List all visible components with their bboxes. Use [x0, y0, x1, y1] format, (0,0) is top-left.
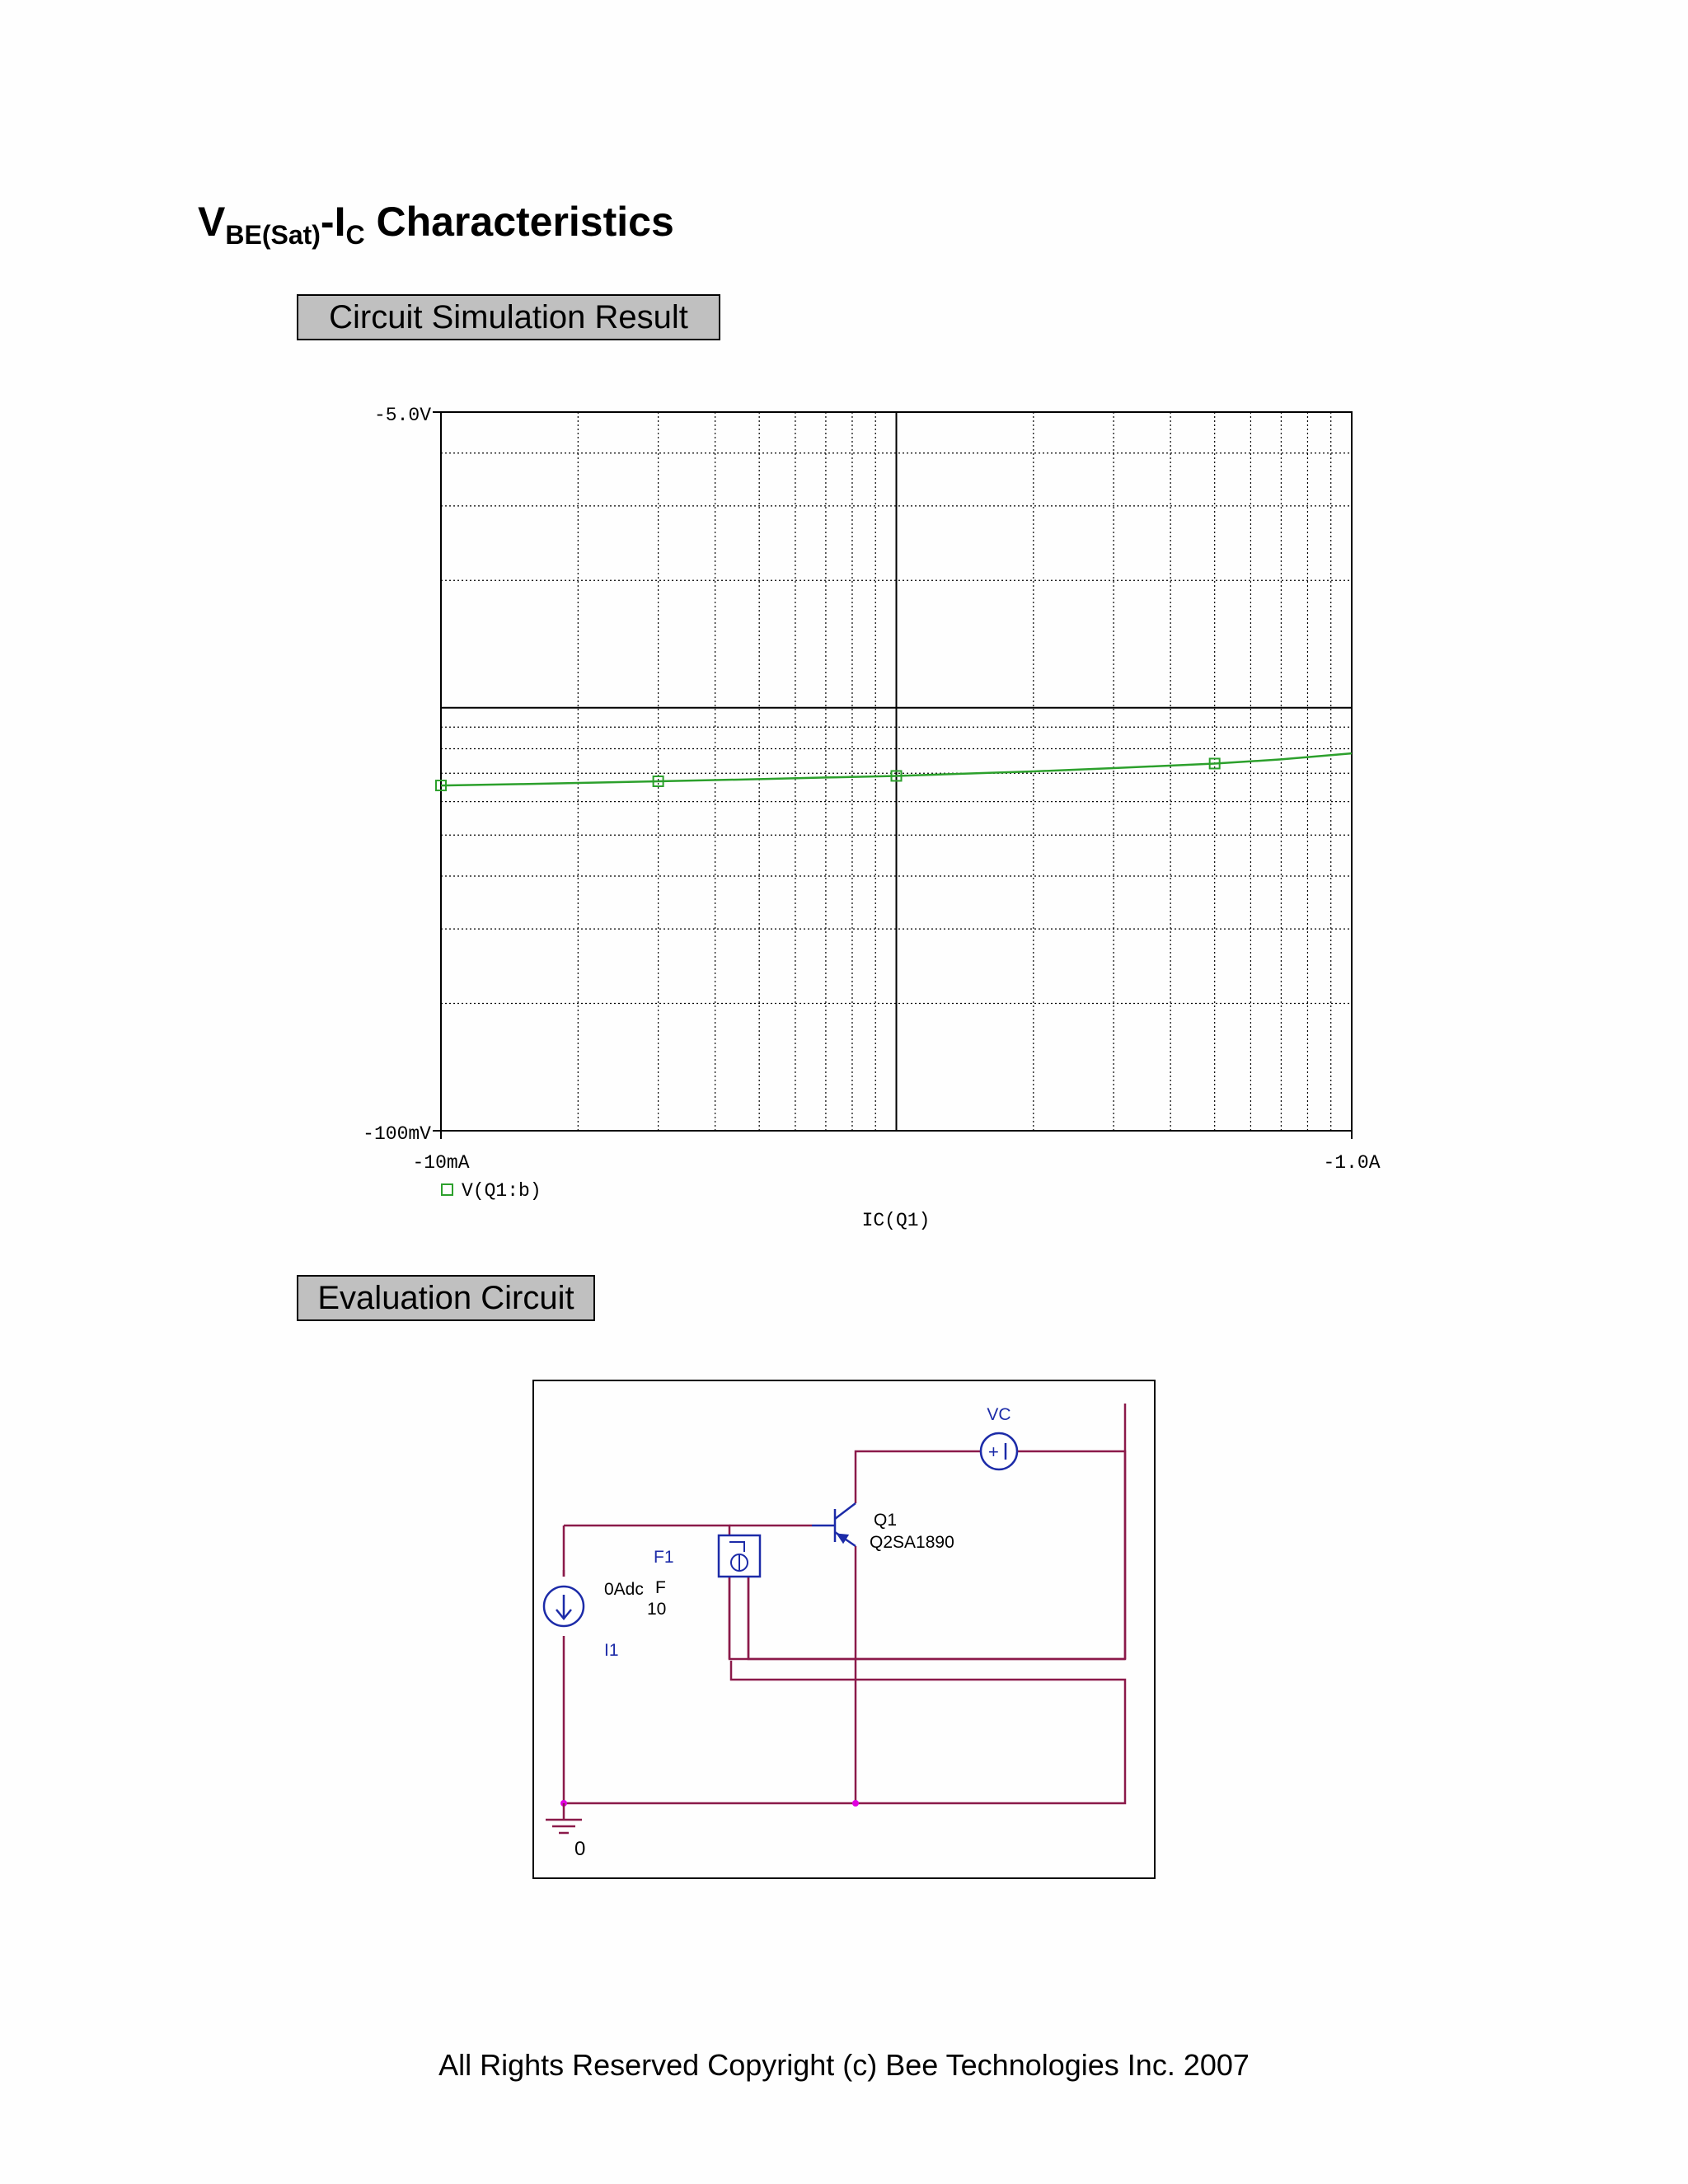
title-i: -I — [320, 199, 346, 245]
ground-icon — [546, 1803, 582, 1833]
i1-label: I1 — [604, 1641, 619, 1660]
vc-source-icon — [981, 1433, 1017, 1469]
wire-f1-to-right — [748, 1563, 1125, 1659]
f1-label: F1 — [654, 1548, 674, 1567]
wire-collector — [856, 1451, 981, 1503]
wire-sense-return — [729, 1404, 1125, 1659]
section-label-circuit: Evaluation Circuit — [297, 1275, 595, 1321]
copyright-footer: All Rights Reserved Copyright (c) Bee Technologies Inc. 2007 — [438, 2048, 1250, 2082]
section-label-simulation: Circuit Simulation Result — [297, 294, 720, 340]
vc-plus: + — [988, 1441, 999, 1462]
wire-fix — [748, 1563, 1125, 1659]
vc-source-circle — [981, 1433, 1017, 1469]
i1-value-label: 0Adc — [604, 1580, 644, 1599]
vc-label: VC — [987, 1405, 1011, 1424]
ground-label: 0 — [574, 1838, 586, 1860]
cccs-f1-icon — [719, 1535, 760, 1577]
q1-part-label: Q2SA1890 — [870, 1533, 954, 1552]
junction-dot-emitter — [852, 1800, 859, 1807]
page-title — [198, 198, 674, 250]
title-characteristics: Characteristics — [364, 199, 674, 245]
f1-gain-label: 10 — [647, 1600, 667, 1619]
x-axis-label: IC(Q1) — [861, 1210, 931, 1231]
title-subscript-be-sat: BE(Sat) — [225, 220, 321, 250]
pnp-transistor-icon — [812, 1503, 856, 1546]
evaluation-circuit — [532, 1379, 1158, 1882]
legend-marker — [442, 1184, 452, 1195]
x-tick-label-right: -1.0A — [1323, 1152, 1381, 1174]
title-v: V — [198, 199, 226, 245]
q1-label: Q1 — [874, 1511, 898, 1530]
legend-label: V(Q1:b) — [462, 1180, 542, 1202]
x-tick-label-left: -10mA — [412, 1152, 470, 1174]
current-source-i1-icon — [544, 1586, 584, 1626]
title-subscript-c: C — [345, 220, 365, 250]
y-tick-label-top: -5.0V — [373, 405, 431, 426]
y-tick-label-bottom: -100mV — [363, 1123, 431, 1145]
wire-top-left — [564, 1526, 729, 1535]
wire-vc-right — [1018, 1451, 1125, 1659]
q1-emitter-arrow — [838, 1535, 847, 1542]
wire-ground-loop — [564, 1661, 1125, 1803]
q1-collector-lead — [835, 1503, 856, 1519]
f1-type-label: F — [655, 1578, 666, 1597]
vertical-gridlines — [578, 412, 1330, 1131]
vbe-ic-chart — [346, 387, 1385, 1244]
